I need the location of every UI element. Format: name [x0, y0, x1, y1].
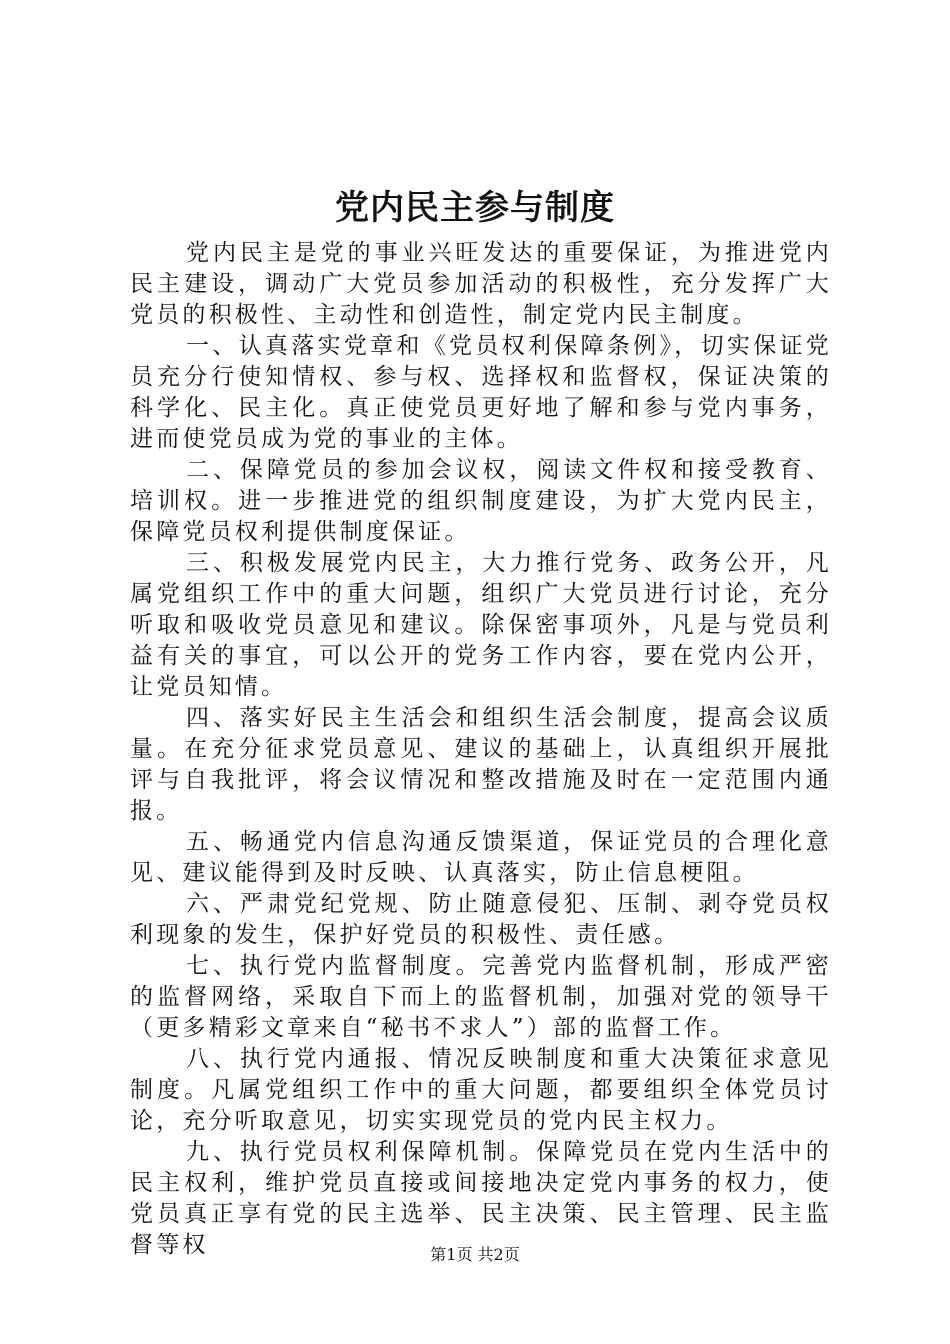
- paragraph-item-1: 一、认真落实党章和《党员权利保障条例》，切实保证党员充分行使知情权、参与权、选择权和监督权，保证决策的科学化、民主化。真正使党员更好地了解和参与党内事务，进而使党员成为党的事业的主体。: [130, 333, 832, 452]
- paragraph-item-7: 七、执行党内监督制度。完善党内监督机制，形成严密的监督网络，采取自下而上的监督机制，加强对党的领导干（更多精彩文章来自“秘书不求人”）部的监督工作。: [130, 953, 832, 1041]
- paragraph-item-9: 九、执行党员权利保障机制。保障党员在党内生活中的民主权利，维护党员直接或间接地决定党内事务的权力，使党员真正享有党的民主选举、民主决策、民主管理、民主监督等权: [130, 1139, 832, 1258]
- paragraph-item-5: 五、畅通党内信息沟通反馈渠道，保证党员的合理化意见、建议能得到及时反映、认真落实，防止信息梗阻。: [130, 829, 832, 886]
- paragraph-item-3: 三、积极发展党内民主，大力推行党务、政务公开，凡属党组织工作中的重大问题，组织广大党员进行讨论，充分听取和吸收党员意见和建议。除保密事项外，凡是与党员利益有关的事宜，可以公开的党务工作内容，要在党内公开，让党员知情。: [130, 550, 832, 700]
- paragraph-item-8: 八、执行党内通报、情况反映制度和重大决策征求意见制度。凡属党组织工作中的重大问题，都要组织全体党员讨论，充分听取意见，切实实现党员的党内民主权力。: [130, 1046, 832, 1134]
- document-title: 党内民主参与制度: [335, 188, 615, 228]
- document-body: [130, 238, 832, 1261]
- paragraph-intro: 党内民主是党的事业兴旺发达的重要保证，为推进党内民主建设，调动广大党员参加活动的积极性，充分发挥广大党员的积极性、主动性和创造性，制定党内民主制度。: [130, 240, 832, 328]
- paragraph-item-2: 二、保障党员的参加会议权，阅读文件权和接受教育、培训权。进一步推进党的组织制度建设，为扩大党内民主，保障党员权利提供制度保证。: [130, 457, 832, 545]
- paragraph-item-6: 六、严肃党纪党规、防止随意侵犯、压制、剥夺党员权利现象的发生，保护好党员的积极性、责任感。: [130, 891, 832, 948]
- paragraph-item-4: 四、落实好民主生活会和组织生活会制度，提高会议质量。在充分征求党员意见、建议的基础上，认真组织开展批评与自我批评，将会议情况和整改措施及时在一定范围内通报。: [130, 705, 832, 824]
- page-footer: 第1页 共2页: [430, 1245, 520, 1264]
